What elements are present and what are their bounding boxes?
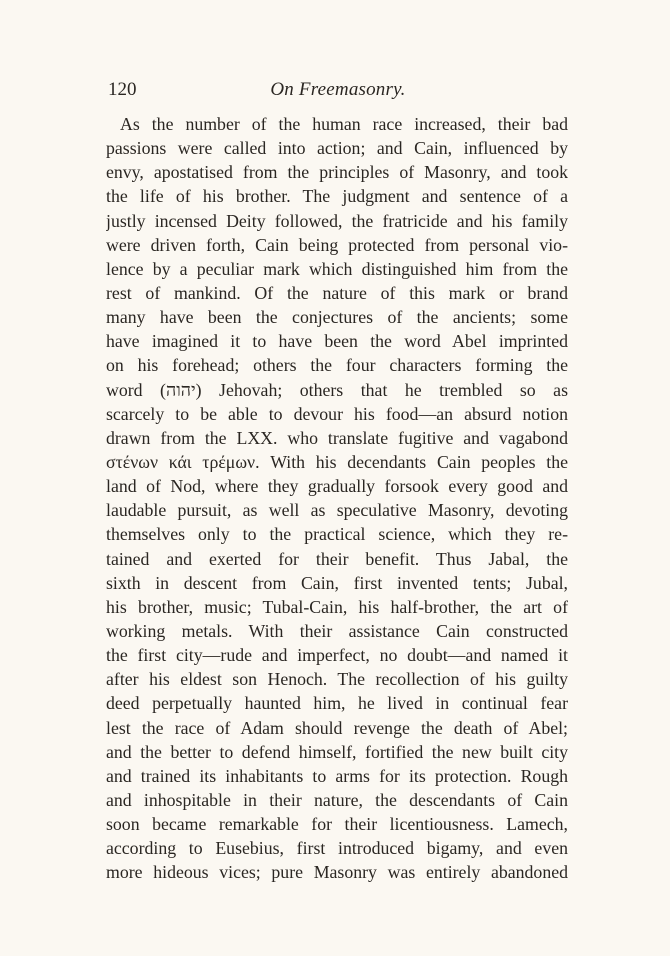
text-line: justly incensed Deity followed, the fratricide and his family: [106, 210, 568, 231]
text-line: many have been the conjectures of the ancients; some: [106, 307, 568, 328]
page-number: 120: [108, 79, 137, 100]
text-line: sixth in descent from Cain, first invented tents; Jubal,: [106, 572, 568, 593]
text-line: tained and exerted for their benefit. Thus Jabal, the: [106, 548, 568, 569]
text-line: more hideous vices; pure Masonry was entirely abandoned: [106, 862, 568, 883]
text-line: word (יהוה) Jehovah; others that he trembled so as: [106, 379, 568, 400]
text-line: rest of mankind. Of the nature of this mark or brand: [106, 282, 568, 303]
text-line: and trained its inhabitants to arms for its protection. Rough: [106, 765, 568, 786]
text-line: his brother, music; Tubal-Cain, his half-brother, the art of: [106, 596, 568, 617]
body-text: [106, 112, 568, 885]
text-line: envy, apostatised from the principles of Masonry, and took: [106, 162, 568, 183]
text-line: according to Eusebius, first introduced bigamy, and even: [106, 838, 568, 859]
text-line: deed perpetually haunted him, he lived in continual fear: [106, 693, 568, 714]
text-line: the life of his brother. The judgment and sentence of a: [106, 186, 568, 207]
text-line: themselves only to the practical science, which they re-: [106, 524, 568, 545]
text-line: on his forehead; others the four characters forming the: [106, 355, 568, 376]
text-line: scarcely to be able to devour his food—an absurd notion: [106, 403, 568, 424]
text-line: passions were called into action; and Cain, influenced by: [106, 138, 568, 159]
running-title: On Freemasonry.: [270, 79, 406, 100]
text-line: the first city—rude and imperfect, no doubt—and named it: [106, 645, 568, 666]
text-line: working metals. With their assistance Cain constructed: [106, 620, 568, 641]
text-line: drawn from the LXX. who translate fugitive and vagabond: [106, 427, 568, 448]
text-line: lest the race of Adam should revenge the death of Abel;: [106, 717, 568, 738]
text-line: after his eldest son Henoch. The recollection of his guilty: [106, 669, 568, 690]
text-line: soon became remarkable for their licentiousness. Lamech,: [106, 814, 568, 835]
text-line: As the number of the human race increased, their bad: [120, 114, 568, 134]
text-line: στένων κάι τρέμων. With his decendants Cain peoples the: [106, 451, 568, 472]
text-line: and the better to defend himself, fortified the new built city: [106, 741, 568, 762]
text-line: and inhospitable in their nature, the descendants of Cain: [106, 789, 568, 810]
running-head: [108, 76, 568, 106]
text-line: lence by a peculiar mark which distinguished him from the: [106, 258, 568, 279]
text-line: laudable pursuit, as well as speculative Masonry, devoting: [106, 500, 568, 521]
text-line: land of Nod, where they gradually forsook every good and: [106, 476, 568, 497]
text-line: have imagined it to have been the word Abel imprinted: [106, 331, 568, 352]
text-line: were driven forth, Cain being protected from personal vio-: [106, 234, 568, 255]
